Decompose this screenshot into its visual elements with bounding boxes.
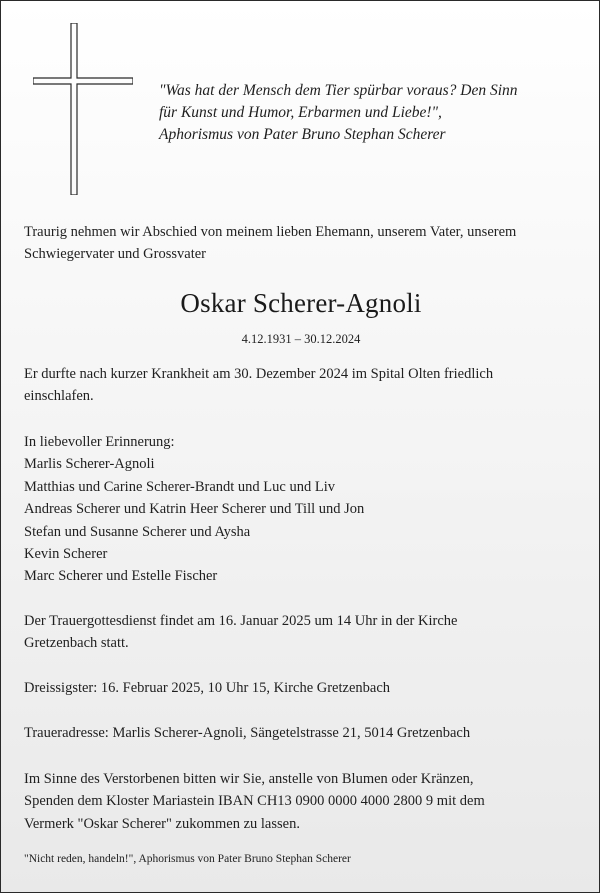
mourners-heading: In liebevoller Erinnerung:	[24, 434, 175, 450]
service-line: Der Trauergottesdienst findet am 16. Januar 2025 um 14 Uhr in der Kirche	[24, 613, 458, 629]
motto-quote	[159, 80, 589, 146]
mourner-name: Marc Scherer und Estelle Fischer	[24, 568, 218, 585]
donations-line: Im Sinne des Verstorbenen bitten wir Sie, anstelle von Blumen oder Kränzen,	[24, 771, 474, 787]
mourner-name: Stefan und Susanne Scherer und Aysha	[24, 523, 251, 540]
mourner-name: Marlis Scherer-Agnoli	[24, 456, 155, 473]
donations-line: Spenden dem Kloster Mariastein IBAN CH13 0900 0000 4000 2800 9 mit dem	[24, 793, 485, 810]
life-dates: 4.12.1931 – 30.12.2024	[241, 332, 361, 346]
intro-text	[24, 221, 584, 266]
address-line: Traueradresse: Marlis Scherer-Agnoli, Sängetelstrasse 21, 5014 Gretzenbach	[24, 725, 471, 741]
thirtieth-day-mass	[24, 677, 584, 699]
intro-line: Schwiegervater und Grossvater	[24, 246, 206, 263]
motto-line: für Kunst und Humor, Erbarmen und Liebe!",	[159, 104, 442, 121]
motto-attribution: Aphorismus von Pater Bruno Stephan Scherer	[159, 126, 446, 143]
donations-text	[24, 768, 584, 835]
mourning-address	[24, 722, 584, 744]
service-line: Gretzenbach statt.	[24, 635, 129, 652]
intro-line: Traurig nehmen wir Abschied von meinem lieben Ehemann, unserem Vater, unserem	[24, 224, 517, 240]
footer-quote: "Nicht reden, handeln!", Aphorismus von Pater Bruno Stephan Scherer	[24, 853, 351, 865]
mourner-name: Andreas Scherer und Katrin Heer Scherer und Till und Jon	[24, 501, 365, 518]
deceased-name: Oskar Scherer-Agnoli	[180, 288, 422, 318]
mourners-list	[24, 431, 584, 588]
cross-icon	[33, 23, 133, 195]
motto-line: "Was hat der Mensch dem Tier spürbar voraus? Den Sinn	[159, 82, 518, 99]
passing-line: Er durfte nach kurzer Krankheit am 30. Dezember 2024 im Spital Olten friedlich	[24, 366, 494, 382]
thirtieth-line: Dreissigster: 16. Februar 2025, 10 Uhr 15, Kirche Gretzenbach	[24, 680, 391, 696]
service-text	[24, 610, 584, 655]
mourner-name: Kevin Scherer	[24, 546, 108, 563]
passing-text	[24, 363, 584, 408]
passing-line: einschlafen.	[24, 388, 94, 405]
donations-line: Vermerk "Oskar Scherer" zukommen zu lassen.	[24, 815, 300, 832]
mourner-name: Matthias und Carine Scherer-Brandt und Luc und Liv	[24, 478, 335, 495]
